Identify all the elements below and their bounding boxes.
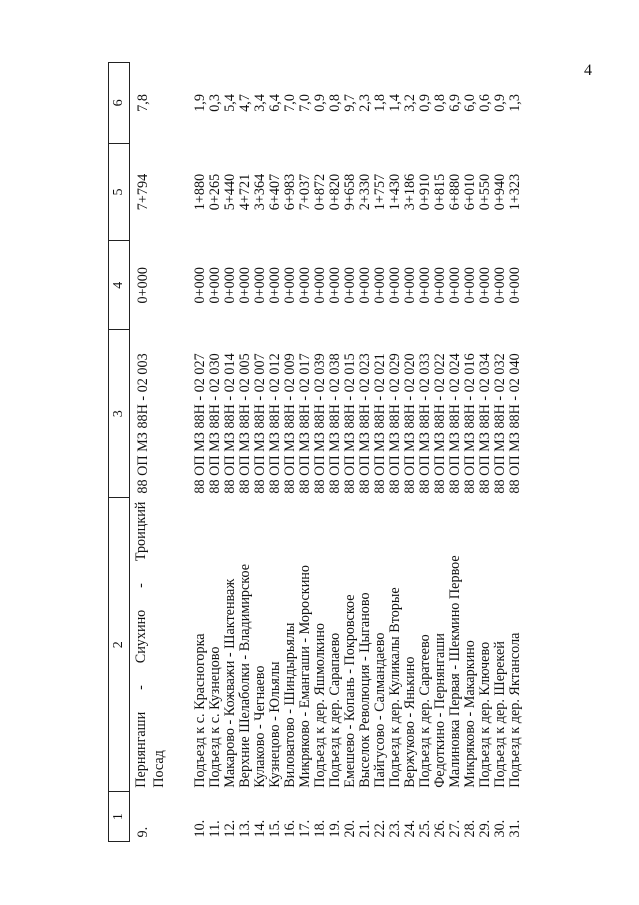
road-name: Кузнецово - Юльялы (266, 661, 283, 788)
road-name: Подъезд к с. Красногорка (191, 633, 208, 788)
length-km: 6,9 (446, 94, 463, 112)
row-number: 22. (371, 819, 388, 838)
length-km: 0,8 (431, 94, 448, 112)
header-col-3: 3 (109, 330, 130, 498)
start-km: 0+000 (206, 267, 223, 304)
length-km: 0,8 (326, 94, 343, 112)
length-km: 5,4 (221, 94, 238, 112)
end-km: 0+910 (416, 173, 433, 211)
start-km: 0+000 (266, 267, 283, 304)
table-wrap (108, 62, 600, 842)
table-row (357, 63, 372, 842)
row-number: 10. (191, 819, 208, 838)
table-body (130, 63, 523, 842)
road-id: 88 ОП МЗ 88Н - 02 029 (386, 353, 403, 494)
road-name: Пайгусово - Салмандаево (371, 632, 388, 788)
table-row (387, 63, 402, 842)
road-id: 88 ОП МЗ 88Н - 02 022 (431, 353, 448, 494)
row-number: 26. (431, 819, 448, 838)
start-km: 0+000 (431, 267, 448, 304)
table-row (312, 63, 327, 842)
end-km: 6+407 (266, 173, 283, 211)
road-id: 88 ОП МЗ 88Н - 02 003 (135, 353, 151, 494)
end-km: 1+880 (191, 173, 208, 211)
road-id: 88 ОП МЗ 88Н - 02 023 (356, 353, 373, 494)
table-row (447, 63, 462, 842)
rotated-table-area (108, 62, 600, 842)
road-name: Подъезд к дер. Саратеево (416, 634, 433, 788)
row-number: 19. (326, 819, 343, 838)
end-km: 7+794 (135, 173, 151, 211)
row-number: 23. (386, 819, 403, 838)
end-km: 7+037 (296, 173, 313, 211)
road-name: Подъезд к дер. Куликалы Вторые (386, 587, 403, 788)
start-km: 0+000 (446, 267, 463, 304)
start-km: 0+000 (401, 267, 418, 304)
road-name-line2: Посад (151, 750, 167, 788)
header-col-5: 5 (109, 143, 130, 240)
header-col-6: 6 (109, 63, 130, 144)
table-row (297, 63, 312, 842)
end-km: 0+815 (431, 173, 448, 211)
start-km: 0+000 (251, 267, 268, 304)
road-id: 88 ОП МЗ 88Н - 02 021 (371, 353, 388, 494)
end-km: 5+440 (221, 173, 238, 211)
row-number: 29. (476, 819, 493, 838)
end-km: 1+430 (386, 173, 403, 211)
road-id: 88 ОП МЗ 88Н - 02 014 (221, 353, 238, 494)
header-col-4: 4 (109, 241, 130, 330)
end-km: 1+323 (506, 173, 523, 211)
row-number: 20. (341, 819, 358, 838)
end-km: 3+364 (251, 173, 268, 211)
end-km: 1+757 (371, 173, 388, 211)
header-col-2: 2 (109, 498, 130, 792)
header-col-1: 1 (109, 792, 130, 842)
road-id: 88 ОП МЗ 88Н - 02 016 (461, 353, 478, 494)
road-name: Кулаково - Чегнаево (251, 665, 268, 788)
road-id: 88 ОП МЗ 88Н - 02 009 (281, 353, 298, 494)
row-number: 14. (251, 819, 268, 838)
road-name-part: Пернянгаши (133, 711, 149, 788)
start-km: 0+000 (326, 267, 343, 304)
road-id: 88 ОП МЗ 88Н - 02 020 (401, 353, 418, 494)
table-row (130, 63, 193, 842)
row-number: 16. (281, 819, 298, 838)
road-id: 88 ОП МЗ 88Н - 02 038 (326, 353, 343, 494)
length-km: 9,7 (341, 94, 358, 112)
road-name: Подъезд к дер. Яшмолкино (311, 623, 328, 788)
length-km: 3,4 (251, 94, 268, 112)
end-km: 0+550 (476, 173, 493, 211)
road-id: 88 ОП МЗ 88Н - 02 033 (416, 353, 433, 494)
start-km: 0+000 (476, 267, 493, 304)
row-number: 17. (296, 819, 313, 838)
end-km: 0+940 (491, 173, 508, 211)
length-km: 7,0 (296, 94, 313, 112)
table-row (402, 63, 417, 842)
road-id: 88 ОП МЗ 88Н - 02 032 (491, 353, 508, 494)
start-km: 0+000 (461, 267, 478, 304)
row-number: 9. (135, 826, 151, 838)
table-row (477, 63, 492, 842)
end-km: 3+186 (401, 173, 418, 211)
road-name: Емешево - Копань - Покровское (341, 594, 358, 788)
length-km: 2,3 (356, 94, 373, 112)
road-name: Вержуково - Янькино (401, 656, 418, 788)
length-km: 7,0 (281, 94, 298, 112)
road-name: Микряково - Макаркино (461, 640, 478, 788)
road-id: 88 ОП МЗ 88Н - 02 012 (266, 353, 283, 494)
length-km: 7,8 (135, 94, 151, 112)
start-km: 0+000 (356, 267, 373, 304)
end-km: 0+820 (326, 173, 343, 211)
length-km: 0,9 (416, 94, 433, 112)
road-id: 88 ОП МЗ 88Н - 02 024 (446, 353, 463, 494)
row-number: 27. (446, 819, 463, 838)
road-name-part: Сиухино (133, 609, 149, 664)
start-km: 0+000 (281, 267, 298, 304)
end-km: 4+721 (236, 173, 253, 211)
start-km: 0+000 (191, 267, 208, 304)
table-row (207, 63, 222, 842)
length-km: 4,7 (236, 94, 253, 112)
table-row (417, 63, 432, 842)
length-km: 0,6 (476, 94, 493, 112)
length-km: 1,9 (191, 94, 208, 112)
length-km: 1,8 (371, 94, 388, 112)
row-number: 11. (206, 820, 223, 838)
row-number: 21. (356, 819, 373, 838)
end-km: 0+265 (206, 173, 223, 211)
row-number: 15. (266, 819, 283, 838)
road-id: 88 ОП МЗ 88Н - 02 027 (191, 353, 208, 494)
road-name-part: Троицкий (133, 501, 149, 562)
road-id: 88 ОП МЗ 88Н - 02 015 (341, 353, 358, 494)
start-km: 0+000 (371, 267, 388, 304)
road-name: Подъезд к с. Кузнецово (206, 646, 223, 788)
length-km: 1,4 (386, 94, 403, 112)
road-name-line1 (132, 502, 150, 788)
row-number: 12. (221, 819, 238, 838)
road-id: 88 ОП МЗ 88Н - 02 005 (236, 353, 253, 494)
row-number: 25. (416, 819, 433, 838)
start-km: 0+000 (296, 267, 313, 304)
start-km: 0+000 (221, 267, 238, 304)
table-row (237, 63, 252, 842)
road-id: 88 ОП МЗ 88Н - 02 040 (506, 353, 523, 494)
road-name: Макарово - Кожважи - Шактенваж (221, 578, 238, 788)
row-number: 28. (461, 819, 478, 838)
end-km: 6+880 (446, 173, 463, 211)
start-km: 0+000 (341, 267, 358, 304)
start-km: 0+000 (416, 267, 433, 304)
road-name: Подъезд к дер. Сарапаево (326, 632, 343, 788)
road-name: Малиновка Первая - Шекмино Первое (446, 555, 463, 788)
road-name: Выселок Революция - Цыганово (356, 592, 373, 788)
road-name: Подъезд к дер. Яктансола (506, 632, 523, 788)
row-number: 31. (506, 819, 523, 838)
length-km: 0,9 (491, 94, 508, 112)
table-row (222, 63, 237, 842)
road-name: Микряково - Емангаши - Мороскино (296, 565, 313, 788)
road-name (130, 498, 193, 792)
road-id: 88 ОП МЗ 88Н - 02 007 (251, 353, 268, 494)
table-row (492, 63, 507, 842)
table-row (507, 63, 522, 842)
table-row (267, 63, 282, 842)
road-name: Подъезд к дер. Ключево (476, 641, 493, 788)
start-km: 0+000 (236, 267, 253, 304)
row-number: 13. (236, 819, 253, 838)
table-row (462, 63, 477, 842)
table-row (252, 63, 267, 842)
length-km: 0,9 (311, 94, 328, 112)
roads-table (108, 62, 522, 842)
road-id: 88 ОП МЗ 88Н - 02 034 (476, 353, 493, 494)
road-name: Верхние Шелаболки - Владимирское (236, 563, 253, 788)
end-km: 6+983 (281, 173, 298, 211)
row-number: 30. (491, 819, 508, 838)
length-km: 3,2 (401, 94, 418, 112)
table-row (282, 63, 297, 842)
length-km: 1,3 (506, 94, 523, 112)
length-km: 6,4 (266, 94, 283, 112)
end-km: 0+872 (311, 173, 328, 211)
road-id: 88 ОП МЗ 88Н - 02 017 (296, 353, 313, 494)
road-name-part: - (133, 583, 149, 588)
start-km: 0+000 (135, 267, 151, 304)
length-km: 0,3 (206, 94, 223, 112)
row-number: 18. (311, 819, 328, 838)
road-id: 88 ОП МЗ 88Н - 02 039 (311, 353, 328, 494)
road-name-part: - (133, 685, 149, 690)
table-row (372, 63, 387, 842)
table-row (432, 63, 447, 842)
page-number: 4 (584, 62, 592, 79)
row-number: 24. (401, 819, 418, 838)
length-km: 6,0 (461, 94, 478, 112)
road-name: Федоткино - Пернянгаши (431, 633, 448, 788)
end-km: 2+330 (356, 173, 373, 211)
table-row (192, 63, 207, 842)
start-km: 0+000 (311, 267, 328, 304)
road-name: Подъезд к дер. Шерекей (491, 641, 508, 788)
table-row (342, 63, 357, 842)
start-km: 0+000 (386, 267, 403, 304)
header-row (109, 63, 130, 842)
end-km: 9+658 (341, 173, 358, 211)
table-header (109, 63, 130, 842)
table-row (327, 63, 342, 842)
road-id: 88 ОП МЗ 88Н - 02 030 (206, 353, 223, 494)
start-km: 0+000 (506, 267, 523, 304)
start-km: 0+000 (491, 267, 508, 304)
road-name: Виловатово - Шиндырьялы (281, 622, 298, 788)
end-km: 6+010 (461, 173, 478, 211)
